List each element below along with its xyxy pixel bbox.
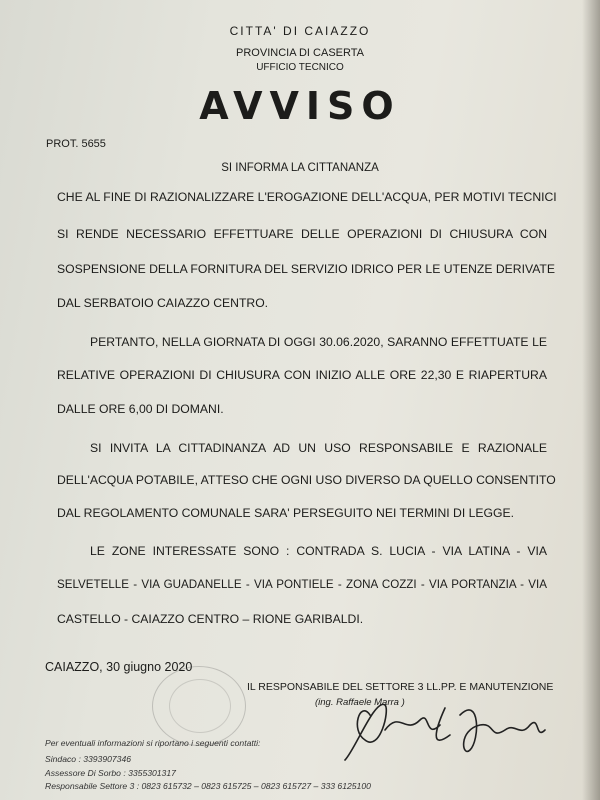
body-line: DAL SERBATOIO CAIAZZO CENTRO. [57, 296, 269, 310]
body-line: RELATIVE OPERAZIONI DI CHIUSURA CON INIZIO ALLE ORE 22,30 E RIAPERTURA [57, 368, 547, 382]
place-date: CAIAZZO, 30 giugno 2020 [45, 660, 193, 674]
body-line: CHE AL FINE DI RAZIONALIZZARE L'EROGAZIONE DELL'ACQUA, PER MOTIVI TECNICI [57, 190, 557, 204]
contacts-intro: Per eventuali informazioni si riportano i seguenti contatti: [45, 738, 261, 748]
protocol-number: PROT. 5655 [46, 138, 106, 150]
body-line: SI INVITA LA CITTADINANZA AD UN USO RESPONSABILE E RAZIONALE [90, 441, 547, 455]
office-heading: UFFICIO TECNICO [256, 62, 344, 73]
body-line: DAL REGOLAMENTO COMUNALE SARA' PERSEGUITO NEI TERMINI DI LEGGE. [57, 506, 514, 520]
signatory-role: IL RESPONSABILE DEL SETTORE 3 LL.PP. E MANUTENZIONE [247, 681, 554, 693]
notice-title: AVVISO [199, 84, 401, 128]
handwritten-signature [330, 690, 560, 770]
body-line: SOSPENSIONE DELLA FORNITURA DEL SERVIZIO IDRICO PER LE UTENZE DERIVATE [57, 262, 555, 276]
contact-line: Assessore Di Sorbo : 3355301317 [45, 768, 176, 778]
intro-line: SI INFORMA LA CITTANANZA [221, 162, 379, 174]
body-line: SELVETELLE - VIA GUADANELLE - VIA PONTIELE - ZONA COZZI - VIA PORTANZIA - VIA [57, 578, 547, 591]
body-line: PERTANTO, NELLA GIORNATA DI OGGI 30.06.2020, SARANNO EFFETTUATE LE [90, 335, 547, 349]
body-line: LE ZONE INTERESSATE SONO : CONTRADA S. LUCIA - VIA LATINA - VIA [90, 544, 547, 558]
official-stamp [152, 666, 246, 746]
body-line: SI RENDE NECESSARIO EFFETTUARE DELLE OPERAZIONI DI CHIUSURA CON [57, 227, 547, 241]
city-heading: CITTA' DI CAIAZZO [229, 24, 371, 38]
contact-line: Responsabile Settore 3 : 0823 615732 – 0823 615725 – 0823 615727 – 333 6125100 [45, 781, 371, 791]
body-line: DELL'ACQUA POTABILE, ATTESO CHE OGNI USO DIVERSO DA QUELLO CONSENTITO [57, 473, 556, 487]
signatory-name: (ing. Raffaele Marra ) [315, 697, 405, 708]
province-heading: PROVINCIA DI CASERTA [236, 47, 364, 59]
contact-line: Sindaco : 3393907346 [45, 754, 132, 764]
body-line: CASTELLO - CAIAZZO CENTRO – RIONE GARIBALDI. [57, 612, 364, 626]
body-line: DALLE ORE 6,00 DI DOMANI. [57, 402, 224, 416]
